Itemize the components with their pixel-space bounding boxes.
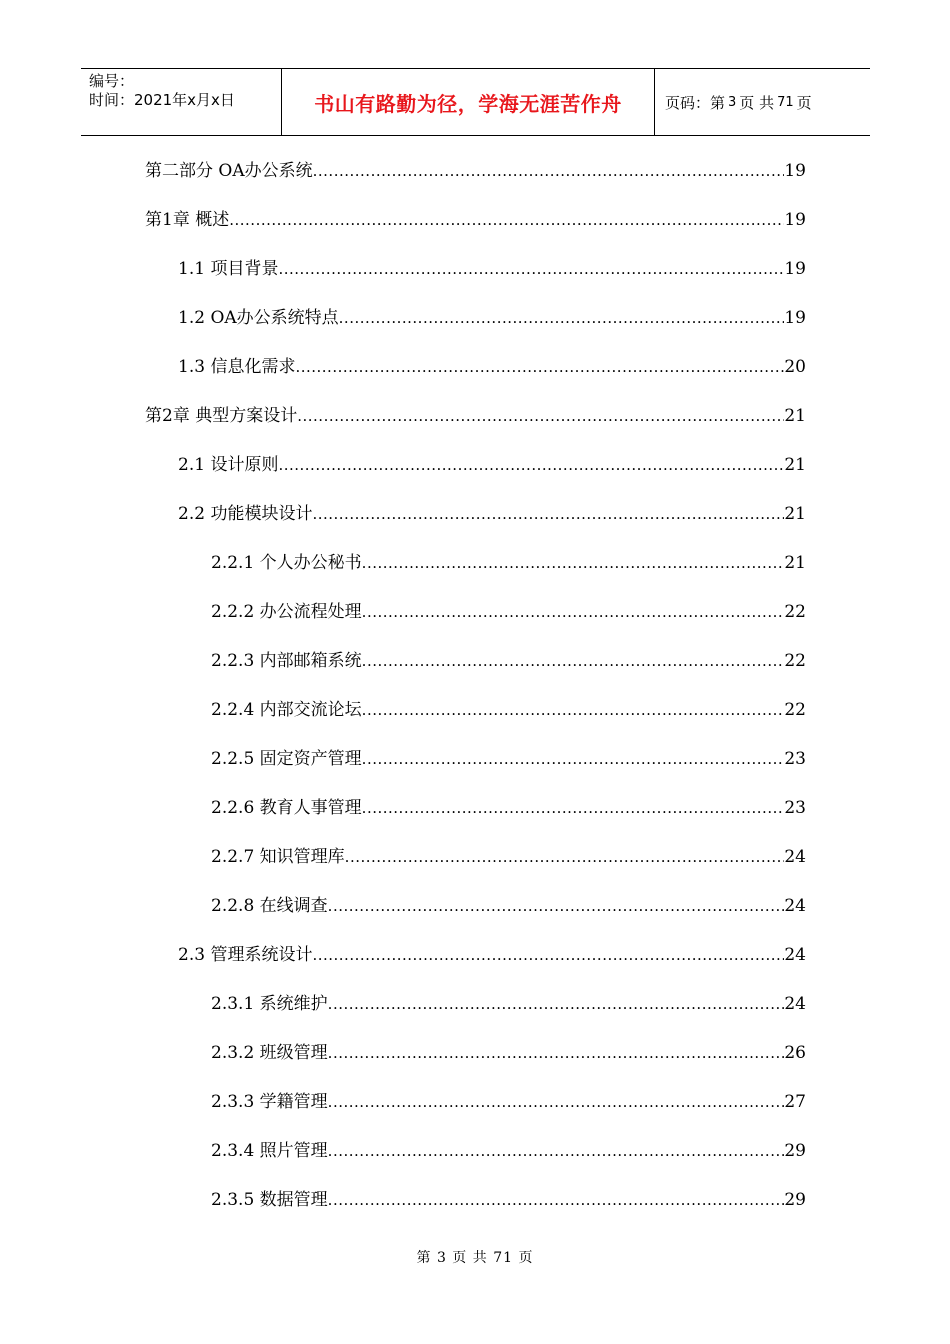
toc-entry-page: 21	[784, 406, 806, 426]
toc-entry[interactable]	[211, 698, 806, 722]
toc-entry-page: 23	[784, 749, 806, 769]
toc-entry[interactable]	[178, 453, 806, 477]
toc-entry-page: 22	[784, 651, 806, 671]
toc-entry-title: 2.2.6 教育人事管理	[211, 798, 362, 818]
toc-entry-title: 2.2.1 个人办公秘书	[211, 553, 362, 573]
toc-leader-dots	[362, 796, 785, 820]
toc-entry[interactable]	[178, 943, 806, 967]
toc-leader-dots	[328, 992, 785, 1016]
toc-entry[interactable]	[211, 747, 806, 771]
toc-entry-page: 24	[784, 847, 806, 867]
toc-leader-dots	[362, 600, 785, 624]
toc-leader-dots	[328, 1139, 785, 1163]
toc-entry[interactable]	[178, 306, 806, 330]
toc-entry[interactable]	[211, 894, 806, 918]
toc-entry-title: 2.2.2 办公流程处理	[211, 602, 362, 622]
toc-entry[interactable]	[178, 355, 806, 379]
toc-entry-page: 24	[784, 994, 806, 1014]
toc-entry-page: 21	[784, 504, 806, 524]
toc-entry-page: 24	[784, 896, 806, 916]
toc-entry-title: 2.3.3 学籍管理	[211, 1092, 328, 1112]
toc-entry-title: 1.3 信息化需求	[178, 357, 296, 377]
toc-leader-dots	[362, 698, 785, 722]
toc-leader-dots	[328, 1090, 785, 1114]
toc-entry[interactable]	[211, 1090, 806, 1114]
toc-entry-title: 第二部分 OA办公系统	[145, 161, 313, 181]
toc-entry-page: 19	[784, 308, 806, 328]
toc-leader-dots	[362, 747, 785, 771]
page-header	[81, 68, 870, 136]
toc-leader-dots	[328, 1188, 785, 1212]
toc-entry-title: 2.3.4 照片管理	[211, 1141, 328, 1161]
header-page-mid: 页 共	[739, 93, 775, 112]
toc-leader-dots	[312, 502, 784, 526]
toc-entry-title: 2.2.5 固定资产管理	[211, 749, 362, 769]
toc-entry[interactable]	[145, 404, 806, 428]
toc-entry-page: 21	[784, 553, 806, 573]
toc-entry-page: 21	[784, 455, 806, 475]
toc-entry[interactable]	[178, 257, 806, 281]
toc-leader-dots	[229, 208, 784, 232]
toc-leader-dots	[278, 453, 784, 477]
toc-entry[interactable]	[211, 600, 806, 624]
header-date: 时间：2021年x月x日	[89, 91, 235, 109]
toc-entry-page: 20	[784, 357, 806, 377]
toc-entry-title: 2.1 设计原则	[178, 455, 279, 475]
toc-entry-title: 2.3.2 班级管理	[211, 1043, 328, 1063]
toc-entry-page: 22	[784, 602, 806, 622]
header-page-current: 3	[728, 94, 737, 110]
header-page-prefix: 页码：第	[665, 93, 726, 112]
toc-entry-title: 第2章 典型方案设计	[145, 406, 298, 426]
header-page-total: 71	[777, 94, 794, 110]
toc-entry[interactable]	[211, 1041, 806, 1065]
toc-leader-dots	[328, 1041, 785, 1065]
toc-entry-title: 第1章 概述	[145, 210, 230, 230]
toc-entry[interactable]	[145, 208, 806, 232]
toc-leader-dots	[295, 355, 784, 379]
toc-leader-dots	[313, 159, 785, 183]
toc-entry[interactable]	[211, 845, 806, 869]
toc-entry[interactable]	[211, 796, 806, 820]
toc-entry-page: 27	[784, 1092, 806, 1112]
toc-entry-title: 2.3 管理系统设计	[178, 945, 313, 965]
toc-leader-dots	[328, 894, 785, 918]
header-motto: 书山有路勤为径，学海无涯苦作舟	[282, 69, 655, 135]
toc-leader-dots	[362, 649, 785, 673]
header-meta	[81, 69, 282, 135]
toc-entry[interactable]	[178, 502, 806, 526]
toc-entry-page: 22	[784, 700, 806, 720]
toc-entry[interactable]	[211, 551, 806, 575]
toc-entry-page: 19	[784, 259, 806, 279]
header-page-info	[655, 69, 870, 135]
toc-entry[interactable]	[211, 1139, 806, 1163]
toc-leader-dots	[312, 943, 784, 967]
toc-entry-title: 2.2.3 内部邮箱系统	[211, 651, 362, 671]
toc-entry[interactable]	[211, 1188, 806, 1212]
header-number-label: 编号：	[89, 72, 135, 90]
toc-entry-title: 2.2.8 在线调查	[211, 896, 328, 916]
toc-entry-page: 19	[784, 210, 806, 230]
toc-leader-dots	[297, 404, 784, 428]
toc-entry[interactable]	[211, 992, 806, 1016]
toc-entry-title: 2.2.4 内部交流论坛	[211, 700, 362, 720]
toc-entry-title: 2.2.7 知识管理库	[211, 847, 345, 867]
toc-entry-title: 1.1 项目背景	[178, 259, 279, 279]
page-footer: 第 3 页 共 71 页	[416, 1250, 534, 1266]
toc-entry-title: 1.2 OA办公系统特点	[178, 308, 339, 328]
toc-entry-page: 23	[784, 798, 806, 818]
toc-entry-page: 29	[784, 1141, 806, 1161]
toc-leader-dots	[362, 551, 785, 575]
toc-leader-dots	[278, 257, 784, 281]
toc-entry-page: 26	[784, 1043, 806, 1063]
header-page-suffix: 页	[796, 93, 812, 112]
toc-entry-title: 2.3.5 数据管理	[211, 1190, 328, 1210]
toc-entry-title: 2.2 功能模块设计	[178, 504, 313, 524]
toc-entry[interactable]	[211, 649, 806, 673]
toc-entry-page: 24	[784, 945, 806, 965]
toc-entry-page: 29	[784, 1190, 806, 1210]
toc-entry[interactable]	[145, 159, 806, 183]
toc-leader-dots	[345, 845, 785, 869]
toc-entry-page: 19	[784, 161, 806, 181]
toc-entry-title: 2.3.1 系统维护	[211, 994, 328, 1014]
toc-leader-dots	[339, 306, 785, 330]
